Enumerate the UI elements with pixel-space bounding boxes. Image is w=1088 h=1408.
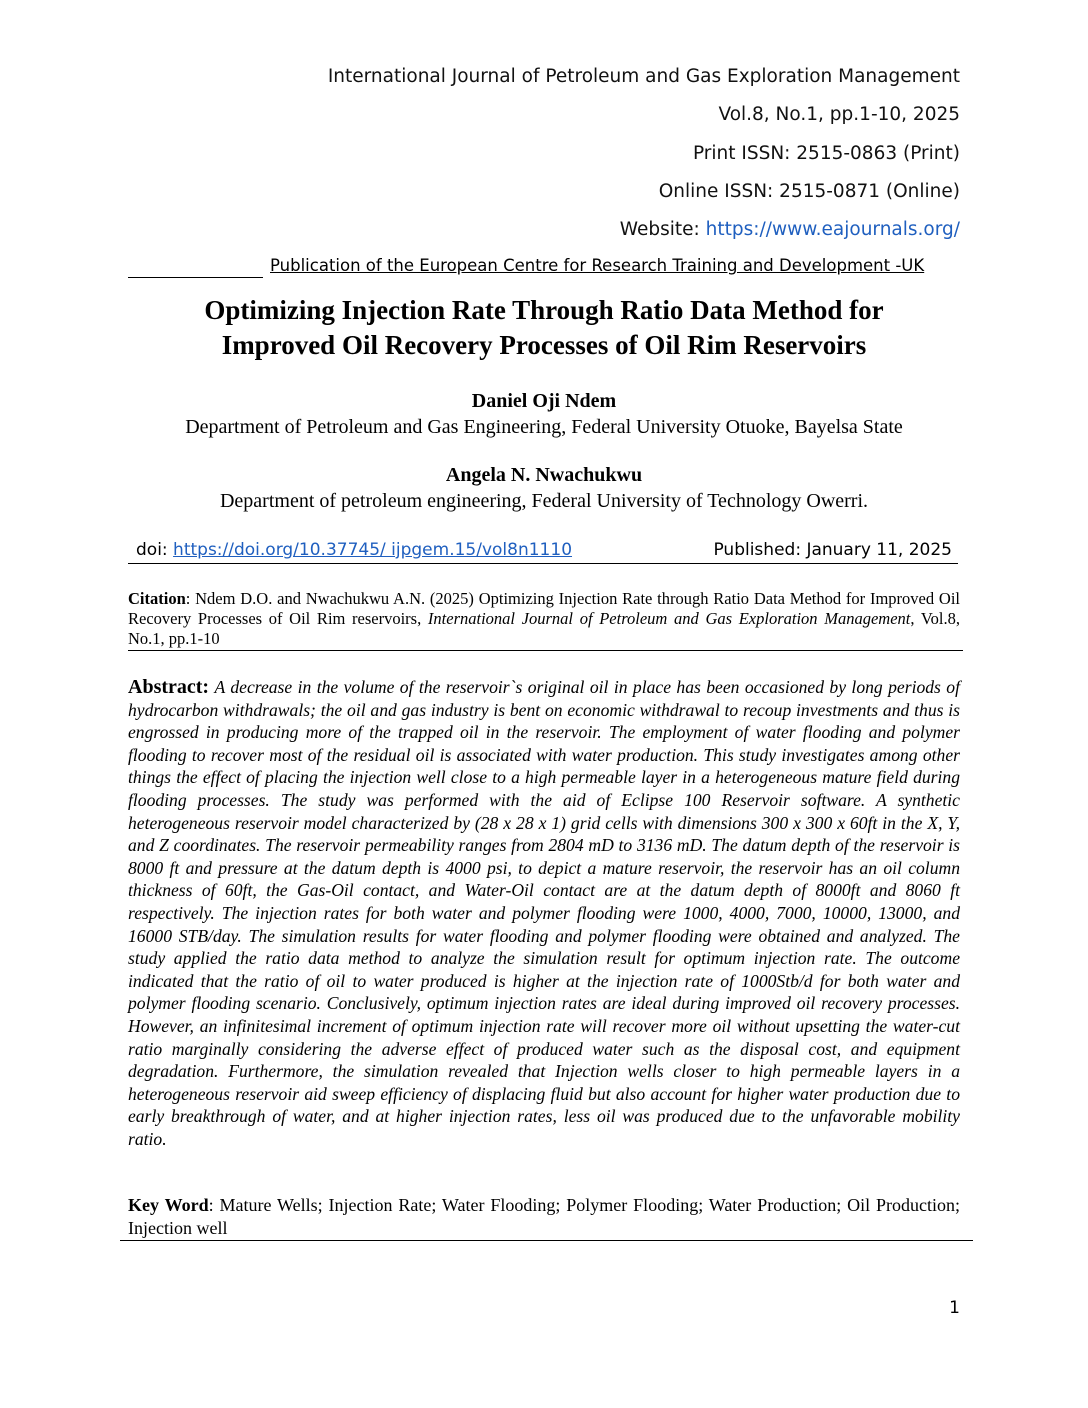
citation-journal: International Journal of Petroleum and Gas Exploration Management bbox=[427, 609, 911, 628]
page-number: 1 bbox=[949, 1298, 960, 1318]
doi-row bbox=[128, 540, 958, 564]
publisher-text: Publication of the European Centre for Research Training and Development -UK bbox=[270, 256, 925, 275]
published-date: Published: January 11, 2025 bbox=[713, 540, 952, 560]
paper-title-line-1: Optimizing Injection Rate Through Ratio Data Method for bbox=[204, 295, 884, 325]
keywords-label: Key Word bbox=[128, 1195, 209, 1215]
doi bbox=[136, 540, 572, 560]
doi-divider bbox=[128, 563, 958, 564]
website-line bbox=[620, 219, 960, 240]
publisher-underline bbox=[128, 277, 263, 278]
citation-tail: , Vol.8, No.1, pp.1-10 bbox=[128, 609, 961, 648]
author-affiliation-2: Department of petroleum engineering, Federal University of Technology Owerri. bbox=[219, 490, 869, 512]
citation-divider bbox=[128, 650, 963, 651]
abstract-text: A decrease in the volume of the reservoir`s original oil in place has been occasioned by long periods of hydrocarbon withdrawals; the oil and gas industry is bent on economic withdrawal to recoup investments and thus is engrossed in producing more of the trapped oil in the reservoir. The employment of water flooding and polymer flooding to recover most of the residual oil is associated with water production. This study investigates among other things the effect of placing the injection well close to a high permeable layer in a heterogeneous mature field during flooding processes. The study was performed with the aid of Eclipse 100 Reservoir software. A synthetic heterogeneous reservoir model characterized by (28 x 28 x 1) grid cells with dimensions 300 x 300 x 60ft in the X, Y, and Z coordinates. The reservoir permeability ranges from 2804 mD to 3136 mD. The datum depth of the reservoir is 8000 ft and pressure at the datum depth is 4000 psi, to depict a mature reservoir, the reservoir has an oil column thickness of 60ft, the Gas-Oil contact, and Water-Oil contact are at the datum depth of 8000ft and 8060 ft respectively. The injection rates for both water and polymer flooding were 1000, 4000, 7000, 10000, 13000, and 16000 STB/day. The simulation results for water flooding and polymer flooding were obtained and analyzed. The study applied the ratio data method to analyze the simulation result for optimum injection rate. The outcome indicated that the ratio of oil to water produced is higher at the injection rate of 1000Stb/d for both water and polymer flooding scenario. Conclusively, optimum injection rates are ideal during improved oil recovery processes. However, an infinitesimal increment of optimum injection rate will recover more oil without upsetting the water-cut ratio marginally considering the adverse effect of produced water such as the disposal cost, and equipment degradation. Furthermore, the simulation revealed that Injection wells closer to high permeable layers in a heterogeneous reservoir aid sweep efficiency of displacing fluid but also account for higher water production due to early breakthrough of water, and at higher injection rates, less oil was produced due to the unfavorable mobility ratio. bbox=[128, 677, 960, 1149]
journal-name: International Journal of Petroleum and Gas Exploration Management bbox=[327, 66, 960, 87]
abstract bbox=[128, 676, 960, 1150]
website-label: Website: bbox=[619, 219, 706, 240]
abstract-label: Abstract: bbox=[128, 676, 210, 698]
keywords-text: : Mature Wells; Injection Rate; Water Flooding; Polymer Flooding; Water Production; Oil Production; Injection well bbox=[128, 1195, 960, 1238]
author-name-2: Angela N. Nwachukwu bbox=[445, 464, 643, 486]
keywords-divider bbox=[120, 1240, 973, 1241]
volume-info: Vol.8, No.1, pp.1-10, 2025 bbox=[718, 104, 960, 125]
paper-title-line-2: Improved Oil Recovery Processes of Oil Rim Reservoirs bbox=[221, 330, 867, 360]
citation-label: Citation bbox=[128, 589, 186, 608]
citation bbox=[128, 589, 960, 649]
print-issn: Print ISSN: 2515-0863 (Print) bbox=[692, 143, 960, 164]
website-link[interactable]: https://www.eajournals.org/ bbox=[705, 219, 960, 240]
doi-label: doi: bbox=[136, 540, 174, 560]
keywords bbox=[128, 1194, 960, 1240]
author-affiliation-1: Department of Petroleum and Gas Engineering, Federal University Otuoke, Bayelsa State bbox=[185, 416, 903, 438]
doi-link[interactable]: https://doi.org/10.37745/ ijpgem.15/vol8n1110 bbox=[173, 540, 573, 560]
online-issn: Online ISSN: 2515-0871 (Online) bbox=[658, 181, 960, 202]
author-name-1: Daniel Oji Ndem bbox=[471, 390, 617, 412]
publisher-row bbox=[128, 256, 958, 280]
citation-text: : Ndem D.O. and Nwachukwu A.N. (2025) Optimizing Injection Rate through Ratio Data Method for Improved Oil Recovery Processes of Oil Rim reservoirs, bbox=[128, 589, 960, 628]
